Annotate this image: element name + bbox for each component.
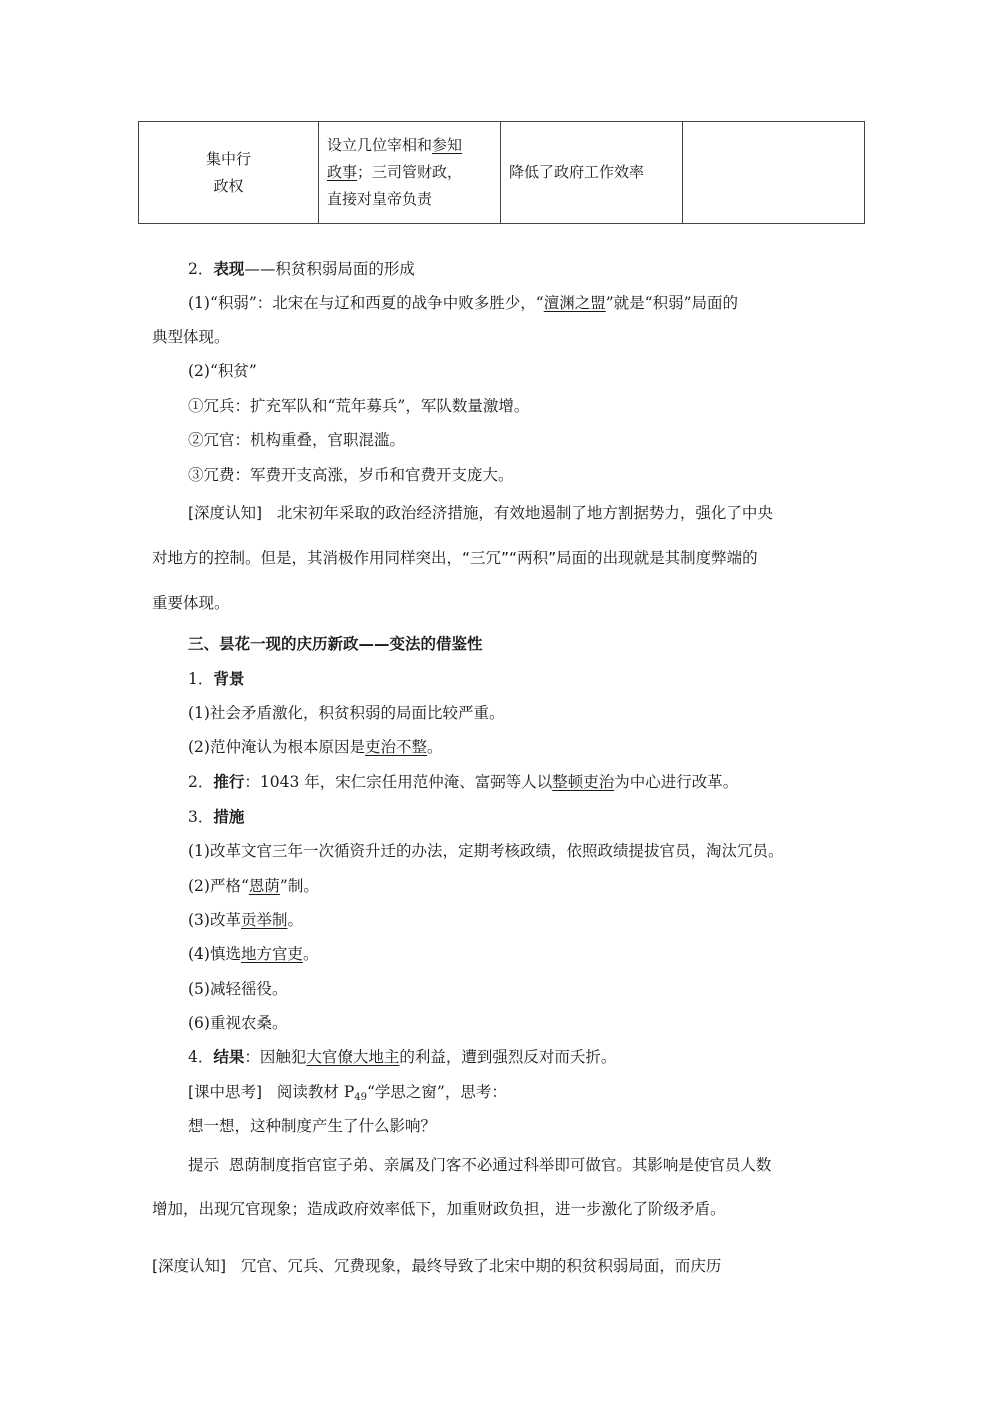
paragraph-jiruo: (1)“积弱”：北宋在与辽和西夏的战争中败多胜少，“澶渊之盟”就是“积弱”局面的 [188,294,739,312]
category-line-1: 集中行 [205,149,251,168]
list-item: ①冗兵：扩充军队和“荒年募兵”，军队数量激增。 [188,397,530,415]
underlined-term: 贡举制 [240,911,288,929]
paragraph-jiruo-cont: 典型体现。 [152,328,230,346]
table-cell-category [139,122,319,224]
hint-line-1: 提示 恩荫制度指官宦子弟、亲属及门客不必通过科举即可做官。其影响是使官员人数 [188,1156,772,1174]
subheading-implementation: 2．推行：1043 年，宋仁宗任用范仲淹、富弼等人以整顿吏治为中心进行改革。 [188,773,739,791]
list-item: (2)范仲淹认为根本原因是吏治不整。 [188,738,443,756]
think-label: [课中思考] [188,1083,263,1101]
hint-line-2: 增加，出现冗官现象；造成政府效率低下，加重财政负担，进一步激化了阶级矛盾。 [152,1200,726,1218]
table-row [139,122,865,224]
underlined-term: 大官僚大地主 [306,1048,400,1066]
list-item: ③冗费：军费开支高涨，岁币和官费开支庞大。 [188,466,514,484]
underlined-term: 恩荫 [248,877,280,895]
measures-table [138,121,865,224]
list-item: (1)社会矛盾激化，积贫积弱的局面比较严重。 [188,704,505,722]
section-heading-performance: 2．表现——积贫积弱局面的形成 [188,260,415,278]
underlined-term: 整顿吏治 [552,773,615,791]
insight-paragraph-2: [深度认知] 冗官、冗兵、冗费现象，最终导致了北宋中期的积贫积弱局面，而庆历 [152,1257,722,1275]
list-item: (3)改革贡举制。 [188,911,303,929]
insight-paragraph-line-1: [深度认知] 北宋初年采取的政治经济措施，有效地遏制了地方割据势力，强化了中央 [188,504,773,522]
hint-label: 提示 [188,1156,220,1174]
list-item: ②冗官：机构重叠，官职混滥。 [188,431,406,449]
insight-label: [深度认知] [152,1257,227,1275]
list-item: (1)改革文官三年一次循资升迁的办法，定期考核政绩，依照政绩提拔官员，淘汰冗员。 [188,842,784,860]
insight-paragraph-line-3: 重要体现。 [152,594,230,612]
subheading-measures: 3．措施 [188,808,245,826]
underlined-term: 吏治不整 [364,738,427,756]
category-line-2: 政权 [213,176,244,195]
think-prompt: [课中思考] 阅读教材 $P_{49}“$学思之窗”，思考： [188,1083,507,1103]
think-question: 想一想，这种制度产生了什么影响？ [188,1117,437,1135]
underlined-term: 参知 [432,136,463,154]
section-title: 三、昙花一现的庆历新政——变法的借鉴性 [188,635,483,653]
subheading-result: 4．结果：因触犯大官僚大地主的利益，遭到强烈反对而夭折。 [188,1048,617,1066]
list-item: (6)重视农桑。 [188,1014,288,1032]
paragraph-jipin: (2)“积贫” [188,362,257,380]
underlined-term: 政事 [327,163,358,181]
underlined-term: 地方官吏 [240,945,303,963]
list-item: (2)严格“恩荫”制。 [188,877,319,895]
table-cell-empty [683,122,865,224]
insight-label: [深度认知] [188,504,263,522]
underlined-term: 澶渊之盟 [543,294,606,312]
subheading-background: 1．背景 [188,670,245,688]
list-item: (5)减轻徭役。 [188,980,288,998]
list-item: (4)慎选地方官吏。 [188,945,319,963]
insight-paragraph-line-2: 对地方的控制。但是，其消极作用同样突出，“三冗”“两积”局面的出现就是其制度弊端的 [152,549,758,567]
table-cell-effect: 降低了政府工作效率 [501,122,683,224]
table-cell-measure: 设立几位宰相和参知 政事；三司管财政， 直接对皇帝负责 [319,122,501,224]
